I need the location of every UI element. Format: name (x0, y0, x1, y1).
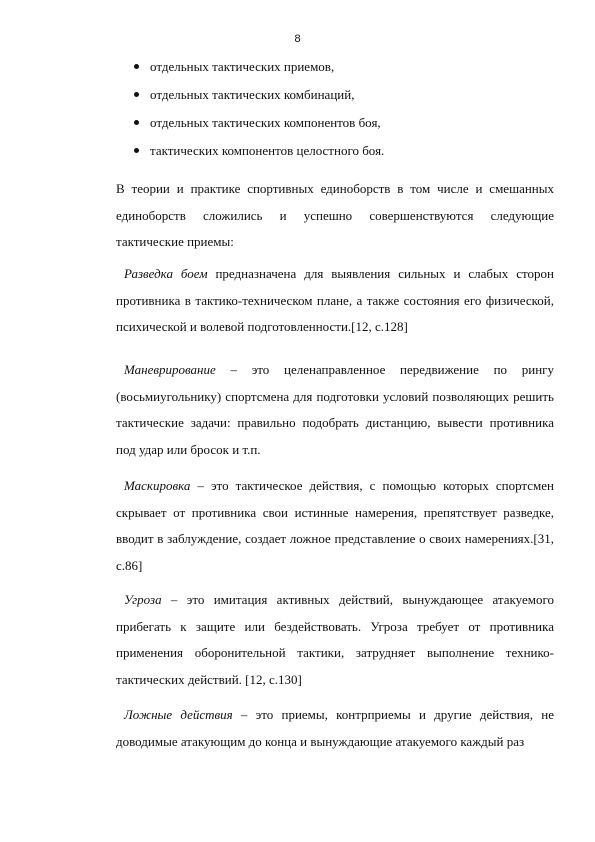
paragraph-razvedka (116, 261, 554, 341)
list-item-text: отдельных тактических приемов, (150, 59, 335, 74)
paragraph-manevr (116, 357, 554, 463)
definition-lozhnye: – это приемы, контрприемы и другие действия, не доводимые атакующим до конца и вынуждающие атакуемого каждый раз (116, 707, 554, 749)
bullet-icon (134, 148, 139, 153)
list-item (134, 57, 384, 85)
paragraph-ugroza (116, 587, 554, 693)
term-ugroza: Угроза (124, 592, 162, 607)
bullet-icon (134, 92, 139, 97)
definition-maskirovka: – это тактическое действия, с помощью которых спортсмен скрывает от противника свои истинные намерения, препятствует разведке, вводит в заблуждение, создает ложное представление о своих намерениях.[31, с.86] (116, 478, 554, 573)
bullet-icon (134, 64, 139, 69)
bullet-icon (134, 120, 139, 125)
list-item (134, 141, 384, 169)
list-item (134, 85, 384, 113)
list-item-text: отдельных тактических комбинаций, (150, 87, 355, 102)
term-razvedka: Разведка боем (124, 266, 208, 281)
list-item (134, 113, 384, 141)
tactics-bullet-list (134, 57, 384, 169)
definition-razvedka: предназначена для выявления сильных и слабых сторон противника в тактико-техническом плане, а также состояния его физической, психической и волевой подготовленности.[12, с.128] (116, 266, 554, 334)
list-item-text: тактических компонентов целостного боя. (150, 143, 385, 158)
paragraph-maskirovka (116, 473, 554, 579)
page-number: 8 (294, 33, 301, 45)
term-manevr: Маневрирование (124, 362, 216, 377)
paragraph-lozhnye (116, 702, 554, 755)
term-maskirovka: Маскировка (124, 478, 191, 493)
term-lozhnye: Ложные действия (124, 707, 233, 722)
intro-paragraph: В теории и практике спортивных единоборств в том числе и смешанных единоборств сложились и успешно совершенствуются следующие тактические приемы: (116, 181, 554, 249)
definition-ugroza: – это имитация активных действий, вынуждающее атакуемого прибегать к защите или бездействовать. Угроза требует от противника применения оборонительной тактики, затрудняет выполнение технико-тактических действий. [12, с.130] (116, 592, 554, 687)
list-item-text: отдельных тактических компонентов боя, (150, 115, 381, 130)
definition-manevr: – это целенаправленное передвижение по рингу (восьмиугольнику) спортсмена для подготовки условий позволяющих решить тактические задачи: правильно подобрать дистанцию, вывести противника под удар или бросок и т.п. (116, 362, 554, 457)
